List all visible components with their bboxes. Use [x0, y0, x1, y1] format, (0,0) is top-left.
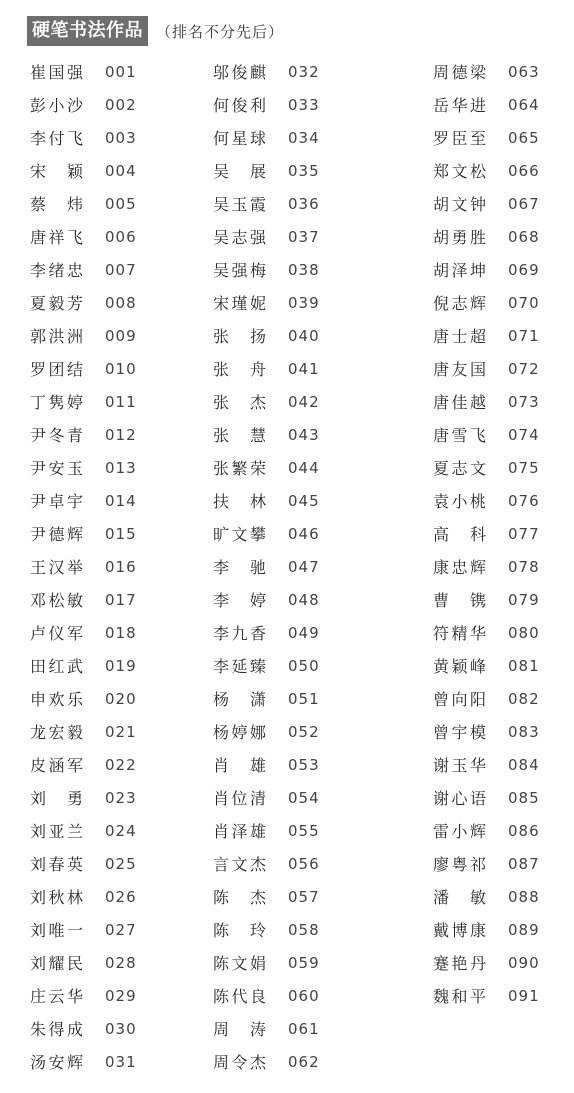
list-item — [30, 650, 137, 683]
entry-number: 003 — [105, 129, 137, 147]
list-item — [30, 386, 137, 419]
page-title: 硬笔书法作品 — [27, 16, 148, 46]
list-item — [433, 452, 540, 485]
entry-number: 032 — [288, 63, 320, 81]
entry-number: 008 — [105, 294, 137, 312]
list-item — [433, 518, 540, 551]
entrant-name: 曾向阳 — [433, 690, 488, 709]
list-item — [433, 881, 540, 914]
entry-number: 059 — [288, 954, 320, 972]
entrant-name: 宋 颖 — [30, 162, 85, 181]
entry-number: 051 — [288, 690, 320, 708]
list-item — [433, 650, 540, 683]
list-item — [433, 353, 540, 386]
list-item — [30, 1013, 137, 1046]
list-item — [433, 914, 540, 947]
list-item — [433, 683, 540, 716]
entrant-name: 旷文攀 — [213, 525, 268, 544]
entry-number: 054 — [288, 789, 320, 807]
entry-number: 055 — [288, 822, 320, 840]
entry-number: 015 — [105, 525, 137, 543]
list-item — [30, 188, 137, 221]
entrant-name: 崔国强 — [30, 63, 85, 82]
entrant-name: 陈代良 — [213, 987, 268, 1006]
entry-number: 056 — [288, 855, 320, 873]
entrant-name: 魏和平 — [433, 987, 488, 1006]
list-item — [433, 56, 540, 89]
list-item — [213, 650, 320, 683]
entrant-name: 唐友国 — [433, 360, 488, 379]
entrant-name: 胡泽坤 — [433, 261, 488, 280]
list-item — [213, 485, 320, 518]
entrant-name: 李绪忠 — [30, 261, 85, 280]
entrant-name: 吴志强 — [213, 228, 268, 247]
entrant-name: 周 涛 — [213, 1020, 268, 1039]
entry-number: 053 — [288, 756, 320, 774]
entry-number: 019 — [105, 657, 137, 675]
entrant-name: 何俊利 — [213, 96, 268, 115]
entry-number: 068 — [508, 228, 540, 246]
list-item — [433, 221, 540, 254]
entrant-name: 汤安辉 — [30, 1053, 85, 1072]
entry-number: 013 — [105, 459, 137, 477]
list-item — [30, 518, 137, 551]
entry-number: 046 — [288, 525, 320, 543]
entry-number: 073 — [508, 393, 540, 411]
entry-number: 020 — [105, 690, 137, 708]
list-item — [213, 980, 320, 1013]
entry-number: 069 — [508, 261, 540, 279]
list-item — [433, 188, 540, 221]
list-item — [30, 353, 137, 386]
list-item — [30, 122, 137, 155]
entrant-name: 丁隽婷 — [30, 393, 85, 412]
entrant-name: 曾宇模 — [433, 723, 488, 742]
list-item — [433, 584, 540, 617]
entry-number: 067 — [508, 195, 540, 213]
list-item — [30, 221, 137, 254]
entrant-name: 朱得成 — [30, 1020, 85, 1039]
list-item — [213, 188, 320, 221]
entrant-name: 肖泽雄 — [213, 822, 268, 841]
entry-number: 044 — [288, 459, 320, 477]
entrant-name: 张 慧 — [213, 426, 268, 445]
entry-number: 091 — [508, 987, 540, 1005]
entrant-name: 李 婷 — [213, 591, 268, 610]
entry-number: 060 — [288, 987, 320, 1005]
entrant-name: 皮涵军 — [30, 756, 85, 775]
entrant-name: 李延臻 — [213, 657, 268, 676]
entrant-name: 谢玉华 — [433, 756, 488, 775]
entry-number: 022 — [105, 756, 137, 774]
list-item — [213, 56, 320, 89]
entrant-name: 夏志文 — [433, 459, 488, 478]
list-item — [30, 980, 137, 1013]
entrant-name: 蔡 炜 — [30, 195, 85, 214]
list-item — [213, 1013, 320, 1046]
entrant-name: 扶 林 — [213, 492, 268, 511]
entry-number: 058 — [288, 921, 320, 939]
entry-number: 006 — [105, 228, 137, 246]
list-item — [213, 419, 320, 452]
entrant-name: 罗臣至 — [433, 129, 488, 148]
entry-number: 018 — [105, 624, 137, 642]
entry-number: 025 — [105, 855, 137, 873]
list-item — [30, 716, 137, 749]
entry-number: 014 — [105, 492, 137, 510]
entry-number: 011 — [105, 393, 137, 411]
entrant-name: 肖 雄 — [213, 756, 268, 775]
entry-number: 001 — [105, 63, 137, 81]
entry-number: 028 — [105, 954, 137, 972]
list-item — [433, 287, 540, 320]
list-item — [433, 89, 540, 122]
entrant-name: 吴强梅 — [213, 261, 268, 280]
entry-number: 087 — [508, 855, 540, 873]
entry-number: 086 — [508, 822, 540, 840]
entrant-name: 唐士超 — [433, 327, 488, 346]
entry-number: 079 — [508, 591, 540, 609]
entrant-name: 宋瑾妮 — [213, 294, 268, 313]
entry-number: 031 — [105, 1053, 137, 1071]
entrant-name: 康忠辉 — [433, 558, 488, 577]
entrant-name: 刘耀民 — [30, 954, 85, 973]
entrant-name: 刘亚兰 — [30, 822, 85, 841]
entry-number: 057 — [288, 888, 320, 906]
entrant-name: 谢心语 — [433, 789, 488, 808]
entrant-name: 周德梁 — [433, 63, 488, 82]
entry-number: 072 — [508, 360, 540, 378]
list-item — [433, 551, 540, 584]
entry-number: 074 — [508, 426, 540, 444]
entry-number: 039 — [288, 294, 320, 312]
entrant-name: 陈 杰 — [213, 888, 268, 907]
entrant-name: 刘春英 — [30, 855, 85, 874]
entrant-name: 雷小辉 — [433, 822, 488, 841]
list-item — [433, 947, 540, 980]
entry-number: 071 — [508, 327, 540, 345]
entrant-name: 袁小桃 — [433, 492, 488, 511]
entrant-name: 肖位清 — [213, 789, 268, 808]
list-item — [30, 56, 137, 89]
entry-number: 047 — [288, 558, 320, 576]
list-item — [433, 815, 540, 848]
entry-number: 052 — [288, 723, 320, 741]
entrant-name: 尹德辉 — [30, 525, 85, 544]
list-item — [30, 815, 137, 848]
list-item — [30, 683, 137, 716]
list-item — [213, 386, 320, 419]
name-list-column-3 — [433, 56, 540, 1013]
entrant-name: 周令杰 — [213, 1053, 268, 1072]
entry-number: 070 — [508, 294, 540, 312]
entrant-name: 言文杰 — [213, 855, 268, 874]
entrant-name: 胡文钟 — [433, 195, 488, 214]
entry-number: 009 — [105, 327, 137, 345]
entrant-name: 夏毅芳 — [30, 294, 85, 313]
list-item — [213, 848, 320, 881]
entrant-name: 张 杰 — [213, 393, 268, 412]
list-item — [213, 683, 320, 716]
entry-number: 066 — [508, 162, 540, 180]
entry-number: 089 — [508, 921, 540, 939]
entry-number: 048 — [288, 591, 320, 609]
list-item — [213, 716, 320, 749]
list-item — [433, 716, 540, 749]
entry-number: 050 — [288, 657, 320, 675]
list-item — [30, 782, 137, 815]
entry-number: 002 — [105, 96, 137, 114]
entrant-name: 陈文娟 — [213, 954, 268, 973]
entrant-name: 尹冬青 — [30, 426, 85, 445]
entrant-name: 卢仪军 — [30, 624, 85, 643]
entrant-name: 何星球 — [213, 129, 268, 148]
list-item — [30, 947, 137, 980]
entrant-name: 彭小沙 — [30, 96, 85, 115]
list-item — [213, 815, 320, 848]
list-item — [213, 947, 320, 980]
entrant-name: 戴博康 — [433, 921, 488, 940]
list-item — [30, 617, 137, 650]
entry-number: 062 — [288, 1053, 320, 1071]
list-item — [30, 1046, 137, 1079]
entrant-name: 刘 勇 — [30, 789, 85, 808]
list-item — [213, 782, 320, 815]
list-item — [213, 914, 320, 947]
entrant-name: 郑文松 — [433, 162, 488, 181]
list-item — [30, 287, 137, 320]
list-item — [30, 419, 137, 452]
entry-number: 082 — [508, 690, 540, 708]
list-item — [213, 749, 320, 782]
entrant-name: 张 扬 — [213, 327, 268, 346]
entrant-name: 郭洪洲 — [30, 327, 85, 346]
entrant-name: 吴 展 — [213, 162, 268, 181]
entrant-name: 唐祥飞 — [30, 228, 85, 247]
entrant-name: 倪志辉 — [433, 294, 488, 313]
list-item — [30, 320, 137, 353]
entry-number: 029 — [105, 987, 137, 1005]
entry-number: 040 — [288, 327, 320, 345]
entrant-name: 李付飞 — [30, 129, 85, 148]
entry-number: 064 — [508, 96, 540, 114]
list-item — [213, 320, 320, 353]
list-item — [30, 584, 137, 617]
list-item — [30, 749, 137, 782]
entry-number: 037 — [288, 228, 320, 246]
entry-number: 017 — [105, 591, 137, 609]
list-item — [30, 881, 137, 914]
list-item — [433, 320, 540, 353]
list-item — [433, 419, 540, 452]
entry-number: 030 — [105, 1020, 137, 1038]
entry-number: 081 — [508, 657, 540, 675]
entry-number: 004 — [105, 162, 137, 180]
entrant-name: 唐佳越 — [433, 393, 488, 412]
entry-number: 036 — [288, 195, 320, 213]
list-item — [433, 980, 540, 1013]
entry-number: 027 — [105, 921, 137, 939]
entrant-name: 田红武 — [30, 657, 85, 676]
entry-number: 063 — [508, 63, 540, 81]
list-item — [433, 749, 540, 782]
list-item — [30, 551, 137, 584]
list-item — [213, 518, 320, 551]
entry-number: 024 — [105, 822, 137, 840]
name-list-column-1 — [30, 56, 137, 1079]
entry-number: 038 — [288, 261, 320, 279]
entry-number: 042 — [288, 393, 320, 411]
entry-number: 065 — [508, 129, 540, 147]
list-item — [213, 353, 320, 386]
list-item — [433, 485, 540, 518]
entrant-name: 罗团结 — [30, 360, 85, 379]
entrant-name: 张繁荣 — [213, 459, 268, 478]
entry-number: 049 — [288, 624, 320, 642]
list-item — [433, 155, 540, 188]
entrant-name: 李 驰 — [213, 558, 268, 577]
entry-number: 034 — [288, 129, 320, 147]
entrant-name: 龙宏毅 — [30, 723, 85, 742]
entrant-name: 廖粤祁 — [433, 855, 488, 874]
entrant-name: 张 舟 — [213, 360, 268, 379]
list-item — [433, 122, 540, 155]
entry-number: 007 — [105, 261, 137, 279]
entrant-name: 邓松敏 — [30, 591, 85, 610]
entry-number: 033 — [288, 96, 320, 114]
entrant-name: 邬俊麒 — [213, 63, 268, 82]
entrant-name: 吴玉霞 — [213, 195, 268, 214]
entrant-name: 高 科 — [433, 525, 488, 544]
entry-number: 078 — [508, 558, 540, 576]
list-item — [213, 1046, 320, 1079]
list-item — [213, 89, 320, 122]
list-item — [213, 551, 320, 584]
list-item — [213, 254, 320, 287]
entry-number: 090 — [508, 954, 540, 972]
list-item — [213, 221, 320, 254]
entry-number: 076 — [508, 492, 540, 510]
list-item — [30, 155, 137, 188]
entrant-name: 刘秋林 — [30, 888, 85, 907]
list-item — [213, 584, 320, 617]
entry-number: 077 — [508, 525, 540, 543]
entrant-name: 潘 敏 — [433, 888, 488, 907]
entry-number: 010 — [105, 360, 137, 378]
entry-number: 085 — [508, 789, 540, 807]
list-item — [213, 617, 320, 650]
entry-number: 041 — [288, 360, 320, 378]
entry-number: 083 — [508, 723, 540, 741]
list-item — [433, 254, 540, 287]
list-item — [433, 848, 540, 881]
entrant-name: 申欢乐 — [30, 690, 85, 709]
entrant-name: 刘唯一 — [30, 921, 85, 940]
list-item — [213, 287, 320, 320]
entry-number: 088 — [508, 888, 540, 906]
list-item — [433, 386, 540, 419]
entry-number: 045 — [288, 492, 320, 510]
entrant-name: 岳华进 — [433, 96, 488, 115]
name-list-column-2 — [213, 56, 320, 1079]
entry-number: 035 — [288, 162, 320, 180]
list-item — [30, 848, 137, 881]
list-item — [30, 89, 137, 122]
entrant-name: 杨婷娜 — [213, 723, 268, 742]
entry-number: 061 — [288, 1020, 320, 1038]
entry-number: 043 — [288, 426, 320, 444]
entrant-name: 王汉举 — [30, 558, 85, 577]
entry-number: 084 — [508, 756, 540, 774]
entry-number: 021 — [105, 723, 137, 741]
list-item — [213, 881, 320, 914]
entry-number: 012 — [105, 426, 137, 444]
page-header — [27, 16, 284, 46]
entry-number: 016 — [105, 558, 137, 576]
entrant-name: 陈 玲 — [213, 921, 268, 940]
entrant-name: 胡勇胜 — [433, 228, 488, 247]
entrant-name: 黄颖峰 — [433, 657, 488, 676]
entrant-name: 庄云华 — [30, 987, 85, 1006]
list-item — [30, 485, 137, 518]
entrant-name: 曹 镌 — [433, 591, 488, 610]
list-item — [433, 782, 540, 815]
page-subtitle: （排名不分先后） — [156, 22, 285, 41]
list-item — [433, 617, 540, 650]
entry-number: 080 — [508, 624, 540, 642]
entrant-name: 尹卓宇 — [30, 492, 85, 511]
entry-number: 075 — [508, 459, 540, 477]
list-item — [213, 452, 320, 485]
entry-number: 023 — [105, 789, 137, 807]
entrant-name: 蹇艳丹 — [433, 954, 488, 973]
entrant-name: 唐雪飞 — [433, 426, 488, 445]
list-item — [213, 122, 320, 155]
list-item — [30, 914, 137, 947]
entrant-name: 尹安玉 — [30, 459, 85, 478]
list-item — [30, 254, 137, 287]
entrant-name: 杨 潇 — [213, 690, 268, 709]
entry-number: 026 — [105, 888, 137, 906]
list-item — [213, 155, 320, 188]
list-item — [30, 452, 137, 485]
entrant-name: 符精华 — [433, 624, 488, 643]
entry-number: 005 — [105, 195, 137, 213]
entrant-name: 李九香 — [213, 624, 268, 643]
